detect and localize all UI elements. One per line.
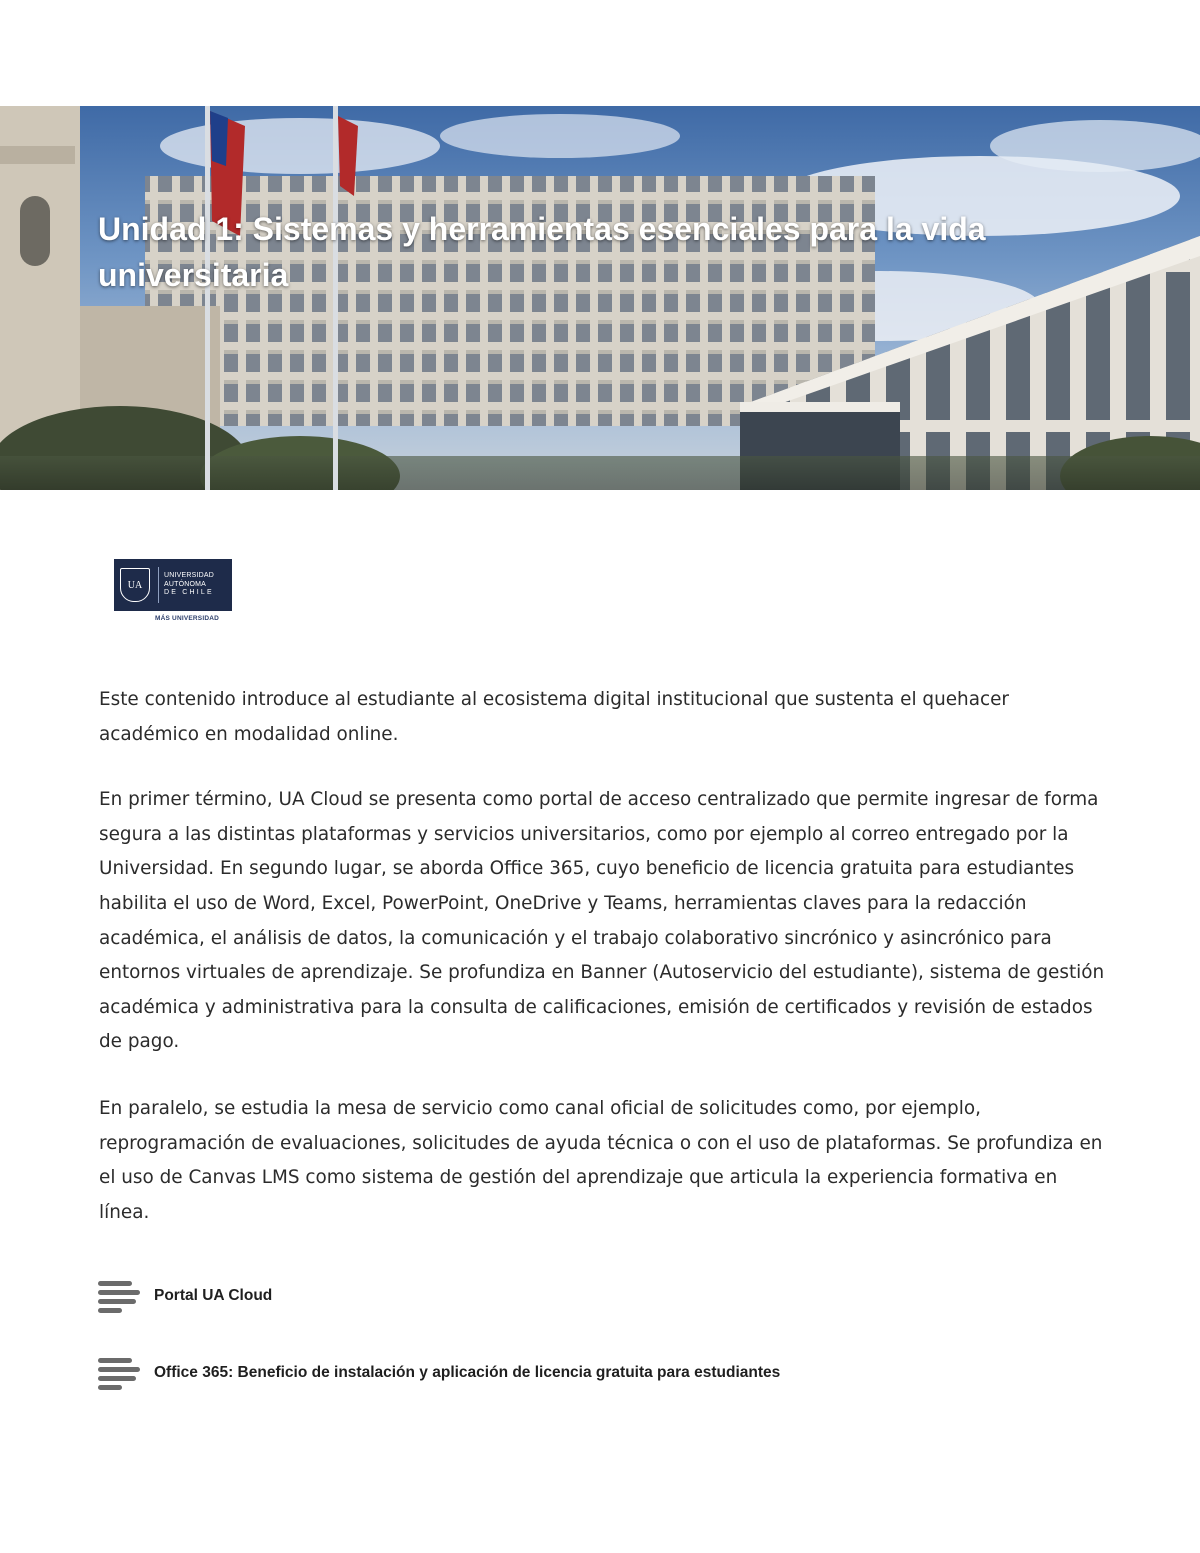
intro-paragraph-2: En primer término, UA Cloud se presenta como portal de acceso centralizado que permite ingresar de forma segura a las distintas plataformas y servicios universitarios, como por ejemplo al correo entregado por la Universidad. En segundo lugar, se aborda Office 365, cuyo beneficio de licencia gratuita para estudiantes habilita el uso de Word, Excel, PowerPoint, OneDrive y Teams, herramientas claves para la redacción académica, el análisis de datos, la comunicación y el trabajo colaborativo sincrónico y asincrónico para entornos virtuales de aprendizaje. Se profundiza en Banner (Autoservicio del estudiante), sistema de gestión académica y administrativa para la consulta de calificaciones, emisión de certificados y revisión de estados de pago. (99, 789, 1105, 1053)
logo-box (114, 559, 232, 611)
intro-paragraph-1: Este contenido introduce al estudiante al ecosistema digital institucional que sustenta el quehacer académico en modalidad online. (99, 689, 1009, 745)
logo-divider (158, 567, 159, 603)
university-logo (114, 559, 234, 627)
intro-paragraph-3: En paralelo, se estudia la mesa de servicio como canal oficial de solicitudes como, por ejemplo, reprogramación de evaluaciones, solicitudes de ayuda técnica o con el uso de plataformas. Se profundiza en el uso de Canvas LMS como sistema de gestión del aprendizaje que articula la experiencia formativa en línea. (99, 1097, 1103, 1223)
logo-tagline: MÁS UNIVERSIDAD (155, 615, 220, 622)
logo-wordmark (164, 572, 214, 598)
text-lines-icon (96, 1279, 142, 1315)
logo-line-3: DE CHILE (164, 589, 214, 597)
logo-seal-icon: UA (120, 568, 150, 602)
logo-line-2: AUTÓNOMA (164, 580, 207, 588)
resource-label: Office 365: Beneficio de instalación y aplicación de licencia gratuita para estudiantes (154, 1363, 781, 1381)
resource-link-ua-cloud[interactable] (96, 1279, 272, 1315)
page-title: Unidad 1: Sistemas y herramientas esenciales para la vida universitaria (98, 211, 986, 293)
campus-building-photo (0, 106, 1200, 490)
intro-content (99, 683, 1109, 1264)
logo-line-1: UNIVERSIDAD (164, 572, 215, 580)
resource-link-office-365[interactable] (96, 1356, 780, 1392)
resource-label: Portal UA Cloud (154, 1286, 273, 1304)
hero-banner (0, 106, 1200, 490)
text-lines-icon (96, 1356, 142, 1392)
